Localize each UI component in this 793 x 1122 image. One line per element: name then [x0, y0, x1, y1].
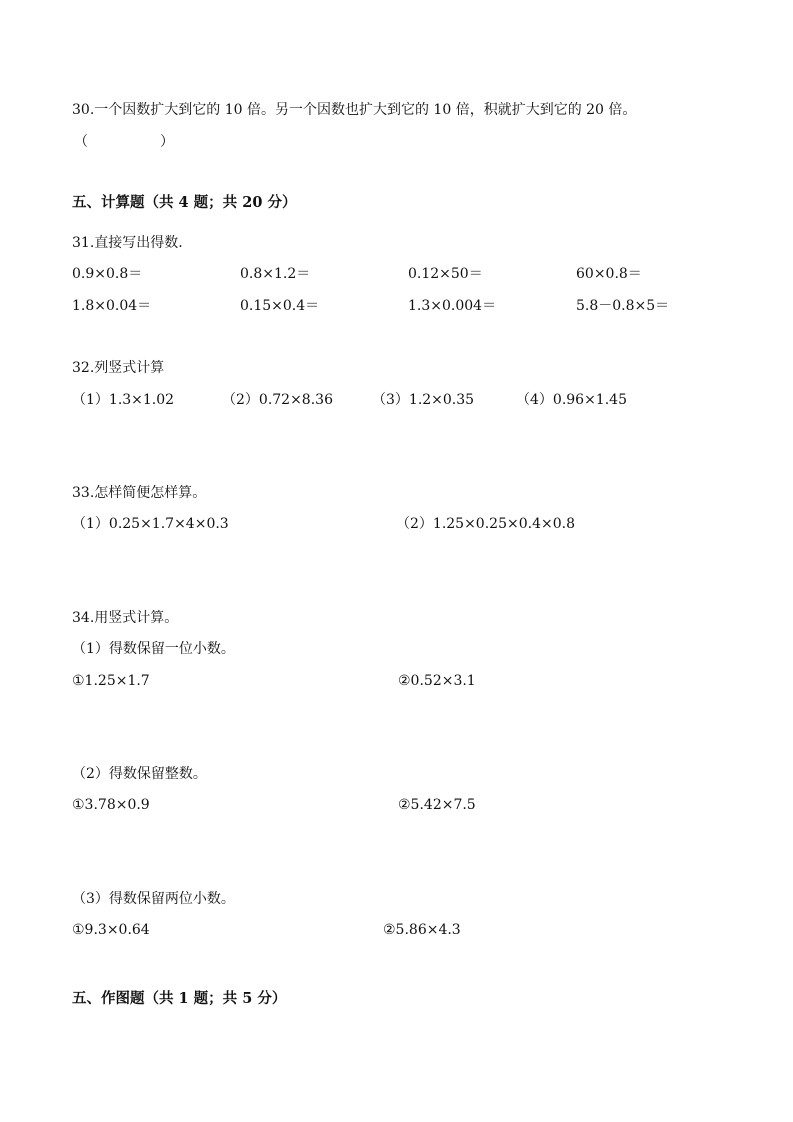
q32-item: （4）0.96×1.45 — [516, 392, 627, 408]
q34-part1-label: （1）得数保留一位小数。 — [72, 641, 235, 657]
section-heading-calculation: 五、计算题（共 4 题；共 20 分） — [72, 194, 297, 211]
q31-item: 5.8－0.8×5＝ — [576, 298, 670, 314]
question-34-title: 34.用竖式计算。 — [72, 610, 179, 626]
question-31-title: 31.直接写出得数. — [72, 235, 183, 251]
question-32-title: 32.列竖式计算 — [72, 360, 165, 376]
q34-part2-label: （2）得数保留整数。 — [72, 766, 207, 782]
answer-paren-close: ） — [160, 134, 174, 150]
q31-item: 0.15×0.4＝ — [240, 298, 320, 314]
q34-part3-label: （3）得数保留两位小数。 — [72, 891, 235, 907]
q31-item: 1.3×0.004＝ — [408, 298, 497, 314]
q34-part3-item: ①9.3×0.64 — [72, 922, 150, 938]
question-30-text: 30.一个因数扩大到它的 10 倍。另一个因数也扩大到它的 10 倍，积就扩大到它的 20 倍。 — [72, 102, 637, 118]
q32-item: （3）1.2×0.35 — [372, 392, 475, 408]
q34-part2-item: ①3.78×0.9 — [72, 797, 150, 813]
answer-paren-open: （ — [74, 134, 88, 150]
q31-item: 0.9×0.8＝ — [72, 266, 143, 282]
q34-part3-item: ②5.86×4.3 — [383, 922, 461, 938]
q34-part1-item: ①1.25×1.7 — [72, 673, 150, 689]
q31-item: 1.8×0.04＝ — [72, 298, 152, 314]
q31-item: 0.12×50＝ — [408, 266, 483, 282]
q33-item: （2）1.25×0.25×0.4×0.8 — [396, 516, 575, 532]
q31-item: 0.8×1.2＝ — [240, 266, 311, 282]
question-33-title: 33.怎样简便怎样算。 — [72, 485, 207, 501]
section-heading-drawing: 五、作图题（共 1 题；共 5 分） — [72, 990, 287, 1007]
q34-part2-item: ②5.42×7.5 — [398, 797, 476, 813]
q32-item: （2）0.72×8.36 — [222, 392, 333, 408]
q33-item: （1）0.25×1.7×4×0.3 — [72, 516, 229, 532]
q32-item: （1）1.3×1.02 — [72, 392, 175, 408]
q34-part1-item: ②0.52×3.1 — [398, 673, 476, 689]
q31-item: 60×0.8＝ — [576, 266, 642, 282]
